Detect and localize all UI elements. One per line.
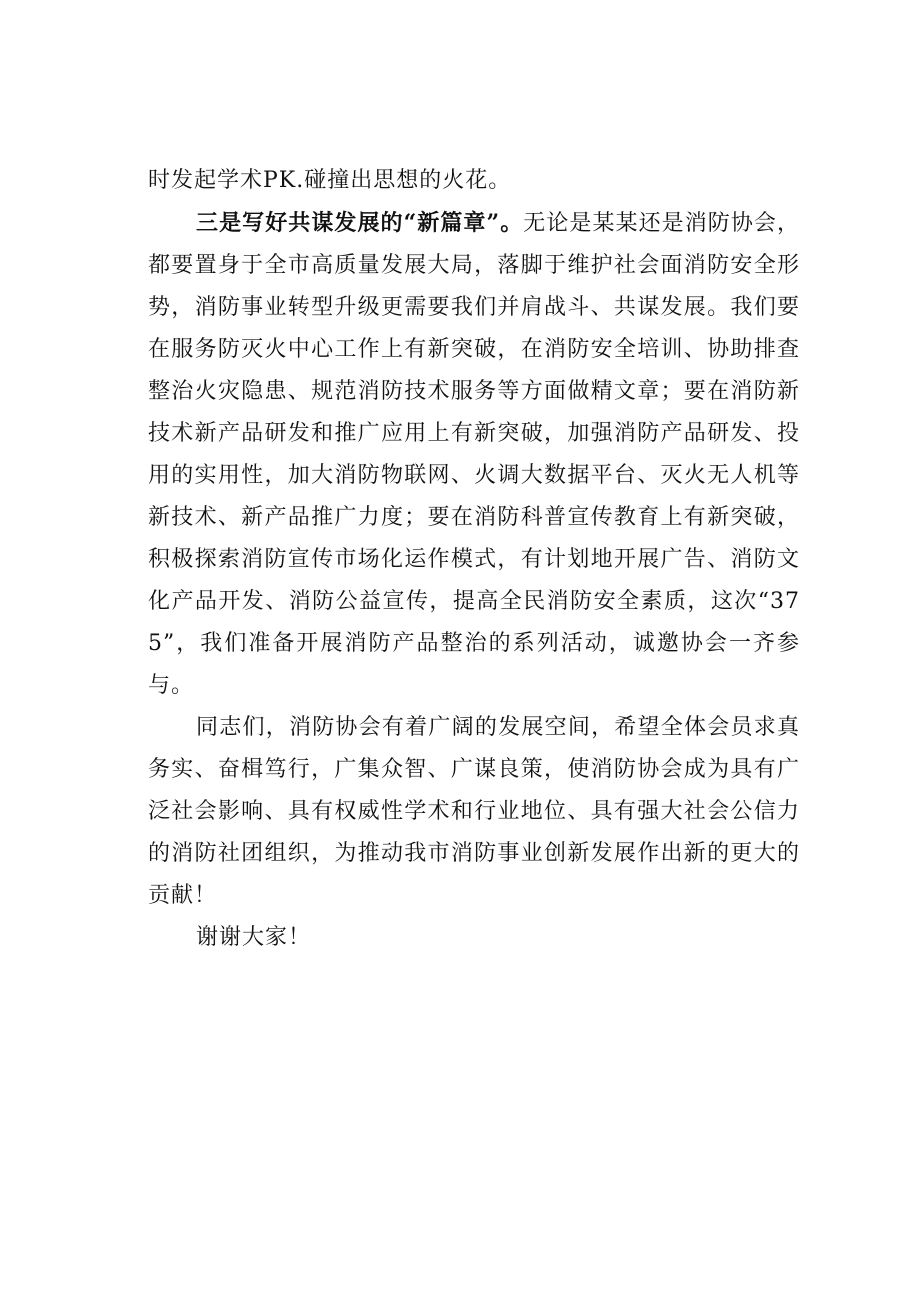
paragraph-continuation [148, 160, 800, 202]
paragraph-text: 谢谢大家！ [196, 925, 312, 950]
paragraph-text: 同志们，消防协会有着广阔的发展空间，希望全体会员求真务实、奋楫笃行，广集众智、广谋良策，使消防协会成为具有广泛社会影响、具有权威性学术和行业地位、具有强大社会公信力的消防社团组织，为推动我市消防事业创新发展作出新的更大的贡献！ [148, 715, 800, 908]
paragraph-text: 时发起学术PK.碰撞出思想的火花。 [148, 168, 512, 193]
paragraph-lead-heading: 三是写好共谋发展的“新篇章”。 [196, 210, 524, 236]
paragraph-new-chapter [148, 202, 800, 707]
paragraph-thanks [148, 917, 800, 959]
paragraph-text: 无论是某某还是消防协会，都要置身于全市高质量发展大局，落脚于维护社会面消防安全形势，消防事业转型升级更需要我们并肩战斗、共谋发展。我们要在服务防灭火中心工作上有新突破，在消防安全培训、协助排查整治火灾隐患、规范消防技术服务等方面做精文章；要在消防新技术新产品研发和推广应用上有新突破，加强消防产品研发、投用的实用性，加大消防物联网、火调大数据平台、灭火无人机等新技术、新产品推广力度；要在消防科普宣传教育上有新突破，积极探索消防宣传市场化运作模式，有计划地开展广告、消防文化产品开发、消防公益宣传，提高全民消防安全素质，这次“375”，我们准备开展消防产品整治的系列活动，诚邀协会一齐参与。 [148, 211, 800, 698]
paragraph-closing-remarks [148, 707, 800, 917]
document-page [148, 160, 800, 959]
